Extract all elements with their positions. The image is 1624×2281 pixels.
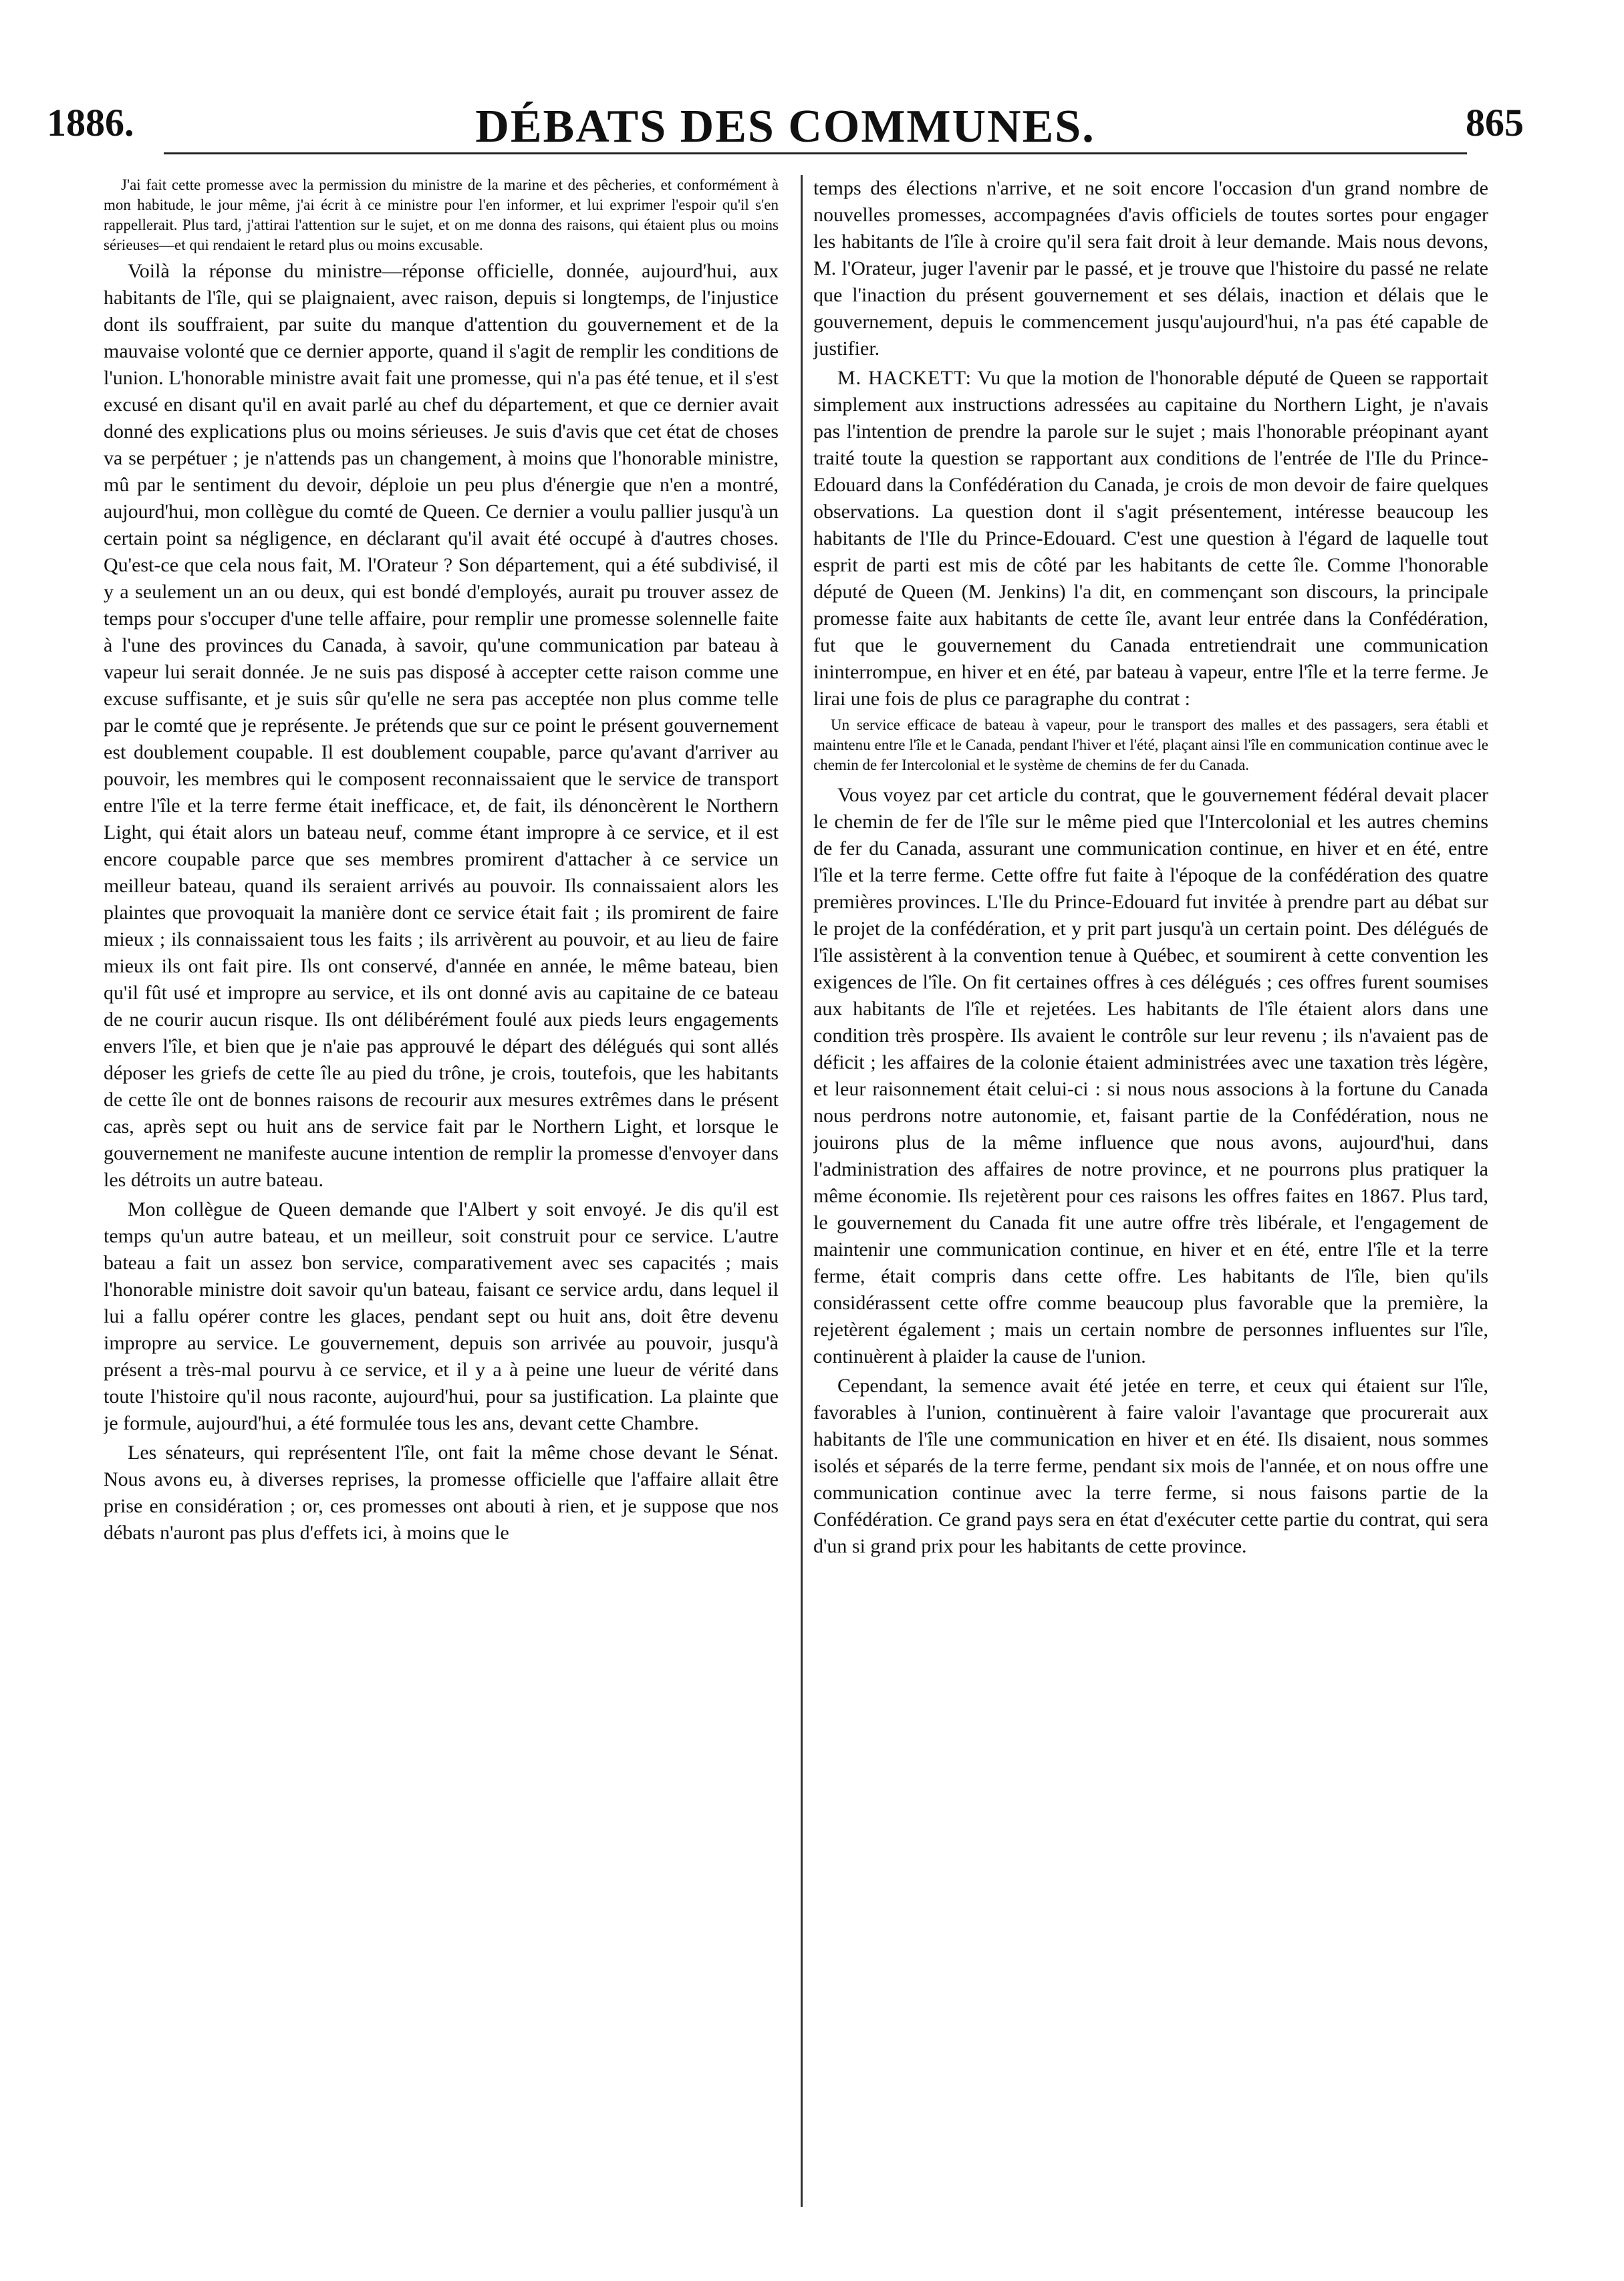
speech-text: Vu que la motion de l'honorable député de Queen se rapportait simplement aux instructions adressées au capitaine du Northern Light, je n'avais pas l'intention de prendre la parole sur le sujet ; mais l'honorable préopinant ayant traité toute la question se rapportant aux conditions de l'entrée de l'Ile du Prince-Edouard dans la Confédération du Canada, je crois de mon devoir de faire quelques observations. La question dont il s'agit présentement, intéresse beaucoup les habitants de l'Ile du Prince-Edouard. C'est une question à l'égard de laquelle tout esprit de parti est mis de côté par les habitants de cette île. Comme l'honorable député de Queen (M. Jenkins) l'a dit, en commençant son discours, la principale promesse faite aux habitants de cette île, avant leur entrée dans la Confédération, fut que le gouvernement du Canada entretiendrait une communication ininterrompue, en hiver et en été, par bateau à vapeur, entre l'île et la terre ferme. Je lirai une fois de plus ce paragraphe du contrat : <box>813 367 1488 710</box>
paragraph: temps des élections n'arrive, et ne soit encore l'occasion d'un grand nombre de nouvelles promesses, accompagnées d'avis officiels de toutes sortes pour engager les habitants de l'île à croire qu'il sera fait droit à leur demande. Mais nous devons, M. l'Orateur, juger l'avenir par le passé, et je trouve que l'histoire du passé ne relate que l'inaction du présent gouvernement et ses délais, inaction et délais que le gouvernement, depuis le commencement jusqu'aujourd'hui, n'a pas été capable de justifier. <box>813 177 1488 360</box>
header-year: 1886. <box>47 101 134 144</box>
paragraph: Mon collègue de Queen demande que l'Albert y soit envoyé. Je dis qu'il est temps qu'un autre bateau, et un meilleur, soit construit pour ce service. L'autre bateau a fait un assez bon service, comparativement avec ses capacités ; mais l'honorable ministre doit savoir qu'un bateau, faisant ce service ardu, dans lequel il lui a fallu opérer contre les glaces, pendant sept ou huit ans, doit être devenu impropre au service. Le gouvernement, depuis son arrivée au pouvoir, jusqu'à présent a très-mal pourvu à ce service, et il y a à peine une lueur de vérité dans toute l'histoire qu'il nous raconte, aujourd'hui, pour sa justification. La plainte que je formule, aujourd'hui, a été formulée tous les ans, devant cette Chambre. <box>104 1198 779 1434</box>
contract-quote: Un service efficace de bateau à vapeur, pour le transport des malles et des passagers, sera établi et maintenu entre l'île et le Canada, pendant l'hiver et l'été, plaçant ainsi l'île en communication continue avec le chemin de fer Intercolonial et le système de chemins de fer du Canada. <box>813 716 1488 773</box>
paragraph: Vous voyez par cet article du contrat, que le gouvernement fédéral devait placer le chemin de fer de l'île sur le même pied que l'Intercolonial et les autres chemins de fer du Canada, assurant une communication continue, en hiver et en été, entre l'île et la terre ferme. Cette offre fut faite à l'époque de la confédération des quatre premières provinces. L'Ile du Prince-Edouard fut invitée à prendre part au débat sur le projet de la confédération, et y prit part jusqu'à un certain point. Des délégués de l'île assistèrent à la convention tenue à Québec, et soumirent à cette convention les exigences de l'île. On fit certaines offres à ces délégués ; ces offres furent soumises aux habitants de l'île et rejetées. Les habitants de l'île étaient alors dans une condition très prospère. Ils avaient le contrôle sur leur revenu ; ils n'avaient pas de déficit ; les affaires de la colonie étaient administrées avec une taxation très légère, et leur raisonnement était celui-ci : si nous nous associons à la fortune du Canada nous perdrons notre autonomie, et, faisant partie de la Confédération, nous ne jouirons plus de la même influence que nous avons, aujourd'hui, dans l'administration des affaires de notre province, et ne pourrons plus pratiquer la même économie. Ils rejetèrent pour ces raisons les offres faites en 1867. Plus tard, le gouvernement du Canada fit une autre offre très libérale, et l'engagement de maintenir une communication continue, en hiver et en été, entre l'île et la terre ferme, était compris dans cette offre. Les habitants de l'île, bien qu'ils considérassent cette offre comme beaucoup plus favorable que la première, la rejetèrent également ; mais un certain nombre de personnes influentes sur l'île, continuèrent à plaider la cause de l'union. <box>813 784 1488 1367</box>
paragraph: Cependant, la semence avait été jetée en terre, et ceux qui étaient sur l'île, favorables à l'union, continuèrent à faire valoir l'avantage que procurerait aux habitants de l'île une communication en hiver et en été. Ils disaient, nous sommes isolés et séparés de la terre ferme, pendant six mois de l'année, et on nous offre une communication continue avec la terre ferme, si nous faisons partie de la Confédération. Ce grand pays sera en état d'exécuter cette partie du contrat, qui sera d'un si grand prix pour les habitants de cette province. <box>813 1375 1488 1557</box>
letter-excerpt: J'ai fait cette promesse avec la permission du ministre de la marine et des pêcheries, et conformément à mon habitude, le jour même, j'ai écrit à ce ministre pour l'en informer, et lui exprimer l'espoir qu'il s'en rappellerait. Plus tard, j'attirai l'attention sur le sujet, et on me donna des raisons, qui étaient plus ou moins sérieuses—et qui rendaient le retard plus ou moins excusable. <box>104 176 779 253</box>
left-column <box>104 175 779 2207</box>
page-title: DÉBATS DES COMMUNES. <box>475 101 1095 152</box>
header-rule <box>164 152 1467 154</box>
speaker-name: M. HACKETT: <box>837 367 972 389</box>
speech-paragraph <box>813 365 1488 712</box>
column-divider <box>801 175 803 2207</box>
page-number: 865 <box>1466 101 1524 144</box>
right-column <box>813 175 1488 2207</box>
page-header <box>47 100 1524 174</box>
paragraph: Voilà la réponse du ministre—réponse officielle, donnée, aujourd'hui, aux habitants de l'île, qui se plaignaient, avec raison, depuis si longtemps, de l'injustice dont ils souffraient, par suite du manque d'attention du gouvernement et de la mauvaise volonté que ce dernier apporte, quand il s'agit de remplir les conditions de l'union. L'honorable ministre avait fait une promesse, qui n'a pas été tenue, et il s'est excusé en disant qu'il en avait parlé au chef du département, et que ce dernier avait donné des explications plus ou moins sérieuses. Je suis d'avis que cet état de choses va se perpétuer ; je n'attends pas un changement, à moins que l'honorable ministre, mû par le sentiment du devoir, déploie un peu plus d'énergie que n'en a montré, aujourd'hui, mon collègue du comté de Queen. Ce dernier a voulu pallier jusqu'à un certain point sa négligence, en déclarant qu'il avait été occupé à d'autres choses. Qu'est-ce que cela nous fait, M. l'Orateur ? Son département, qui a été subdivisé, il y a seulement un an ou deux, qui est bondé d'employés, aurait pu trouver assez de temps pour s'occuper d'une telle affaire, pour remplir une promesse solennelle faite à l'une des provinces du Canada, à savoir, qu'une communication par bateau à vapeur lui serait donnée. Je ne suis pas disposé à accepter cette raison comme une excuse suffisante, et je suis sûr qu'elle ne sera pas acceptée non plus comme telle par le comté que je représente. Je prétends que sur ce point le présent gouvernement est doublement coupable. Il est doublement coupable, parce qu'avant d'arriver au pouvoir, les membres qui le composent reconnaissaient que le service de transport entre l'île et la terre ferme était inefficace, et, de fait, ils dénoncèrent le Northern Light, qui était alors un bateau neuf, comme étant impropre à ce service, et il est encore coupable parce que ses membres promirent d'attacher à ce service un meilleur bateau, quand ils seraient arrivés au pouvoir. Ils connaissaient alors les plaintes que provoquait la manière dont ce service était fait ; ils promirent de faire mieux ; ils connaissaient tous les faits ; ils arrivèrent au pouvoir, et au lieu de faire mieux ils ont fait pire. Ils ont conservé, d'année en année, le même bateau, bien qu'il fût usé et impropre au service, et ils ont donné avis au capitaine de ce bateau de ne courir aucun risque. Ils ont délibérément foulé aux pieds leurs engagements envers l'île, et bien que je n'aie pas approuvé le départ des délégués qui sont allés déposer les griefs de cette île au pied du trône, je crois, toutefois, que les habitants de cette île ont de bonnes raisons de recourir aux mesures extrêmes dans le présent cas, après sept ou huit ans de service fait par le Northern Light, et lorsque le gouvernement ne manifeste aucune intention de remplir la promesse d'envoyer dans les détroits un autre bateau. <box>104 260 779 1191</box>
paragraph: Les sénateurs, qui représentent l'île, ont fait la même chose devant le Sénat. Nous avons eu, à diverses reprises, la promesse officielle que l'affaire allait être prise en considération ; or, ces promesses ont abouti à rien, et je suppose que nos débats n'auront pas plus d'effets ici, à moins que le <box>104 1442 779 1544</box>
